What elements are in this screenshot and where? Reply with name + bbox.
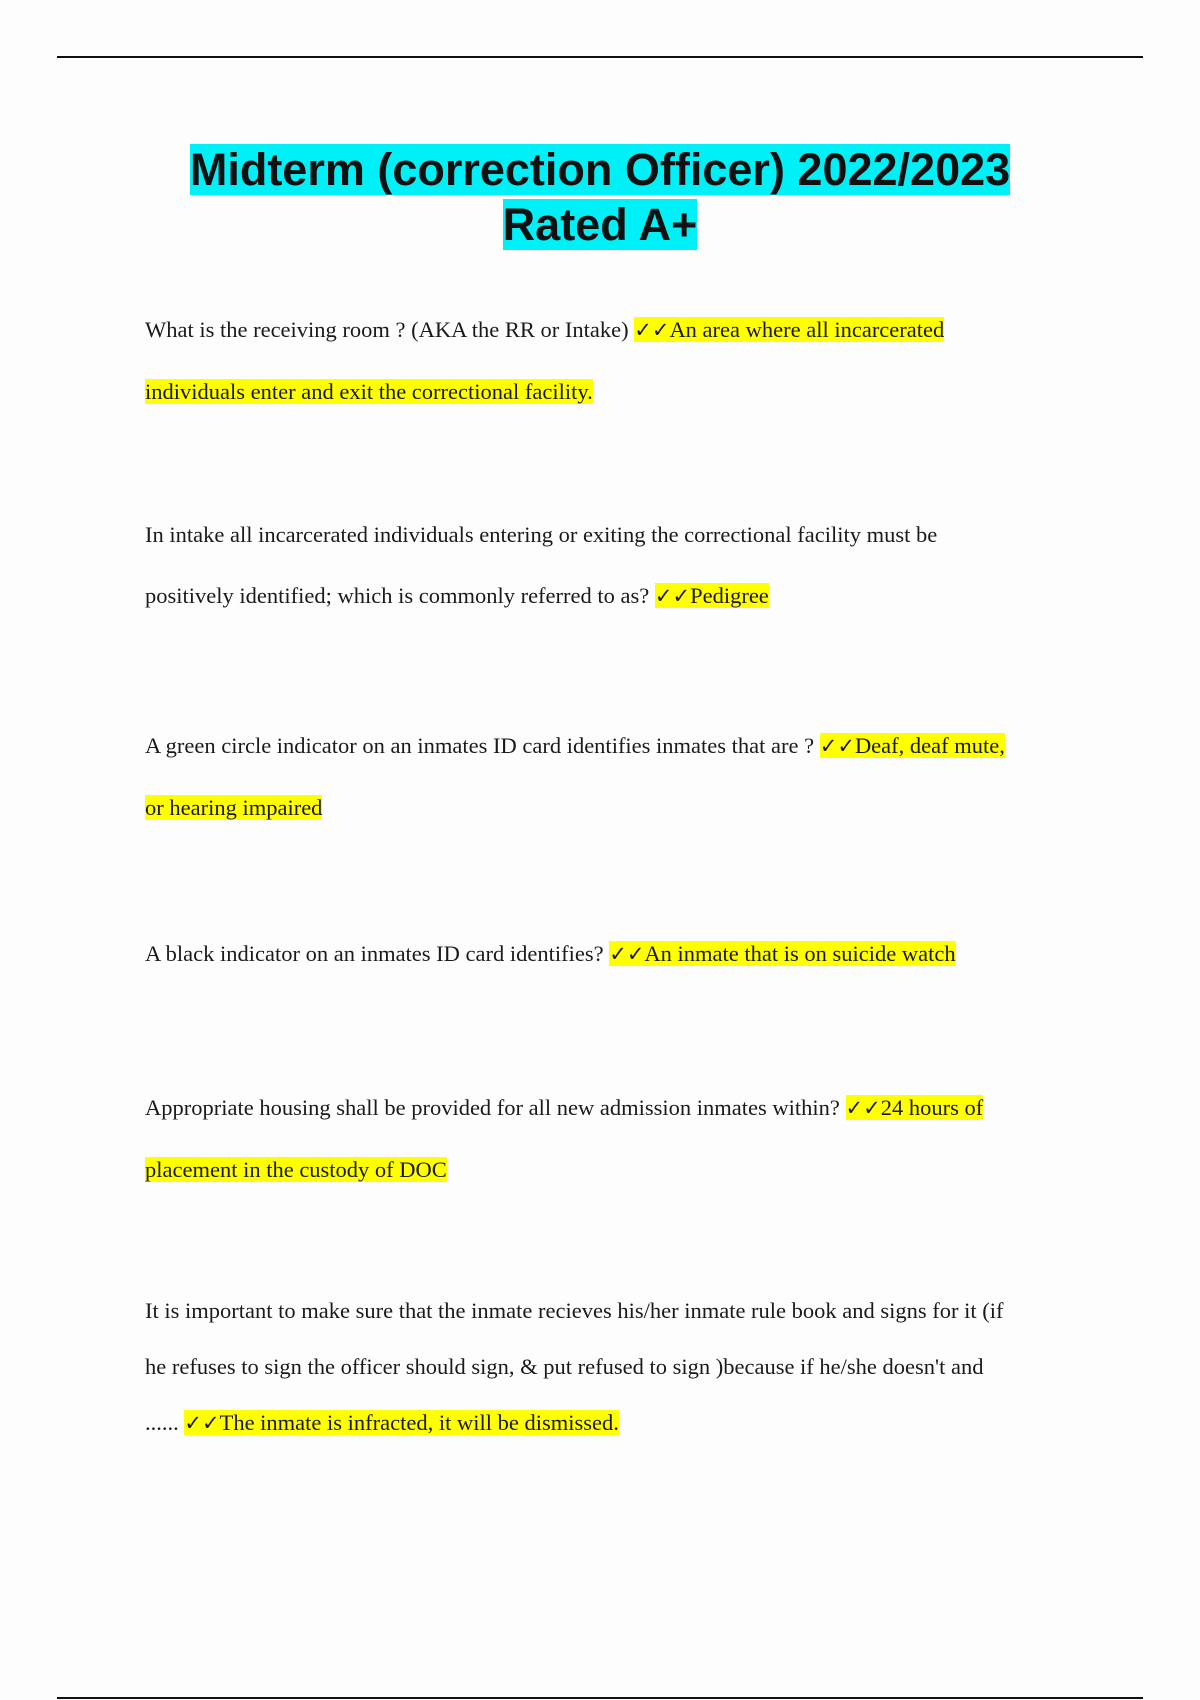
check-mark-icon: ✓✓ [184,1411,220,1435]
answer-text: 24 hours of [880,1095,984,1120]
answer-text: Pedigree [690,583,769,608]
question-text: What is the receiving room ? (AKA the RR or Intake) [145,317,629,342]
question-text: Appropriate housing shall be provided for all new admission inmates within? [145,1095,840,1120]
question-text: It is important to make sure that the inmate recieves his/her inmate rule book and signs for it (if [145,1298,1004,1323]
answer-text: The inmate is infracted, it will be dismissed. [219,1410,619,1435]
answer-text-continued: or hearing impaired [145,795,323,820]
answer-text: Deaf, deaf mute, [854,733,1005,758]
question-text: A green circle indicator on an inmates ID card identifies inmates that are ? [145,733,815,758]
bottom-rule [57,1697,1143,1699]
check-mark-icon: ✓✓ [634,318,670,342]
qa-item-2 [145,504,1085,627]
answer-highlight [184,1410,619,1435]
check-mark-icon: ✓✓ [819,734,855,758]
answer-highlight [609,941,955,966]
answer-highlight [820,733,1005,758]
document-title [0,142,1200,252]
question-text: In intake all incarcerated individuals entering or exiting the correctional facility must be [145,522,938,547]
qa-item-3 [145,715,1085,838]
qa-item-1 [145,299,1085,422]
check-mark-icon: ✓✓ [654,584,691,608]
answer-text-continued: placement in the custody of DOC [145,1157,447,1182]
answer-highlight [846,1095,984,1120]
question-text-continued: positively identified; which is commonly referred to as? [145,583,650,608]
answer-text: An area where all incarcerated [669,317,945,342]
answer-text: An inmate that is on suicide watch [644,941,956,966]
title-line-1: Midterm (correction Officer) 2022/2023 [189,144,1011,195]
qa-item-5 [145,1077,1085,1200]
check-mark-icon: ✓✓ [609,942,645,966]
check-mark-icon: ✓✓ [845,1096,881,1120]
top-rule [57,56,1143,58]
title-line-2: Rated A+ [502,199,698,250]
qa-item-6 [145,1283,1085,1451]
qa-item-4 [145,923,1085,985]
answer-text-continued: individuals enter and exit the correctional facility. [145,379,593,404]
question-text: A black indicator on an inmates ID card identifies? [145,941,604,966]
question-text-continued: he refuses to sign the officer should sign, & put refused to sign )because if he/she doesn't and [145,1354,984,1379]
answer-highlight [655,583,769,608]
question-ellipsis: ...... [145,1410,179,1435]
answer-highlight [634,317,944,342]
